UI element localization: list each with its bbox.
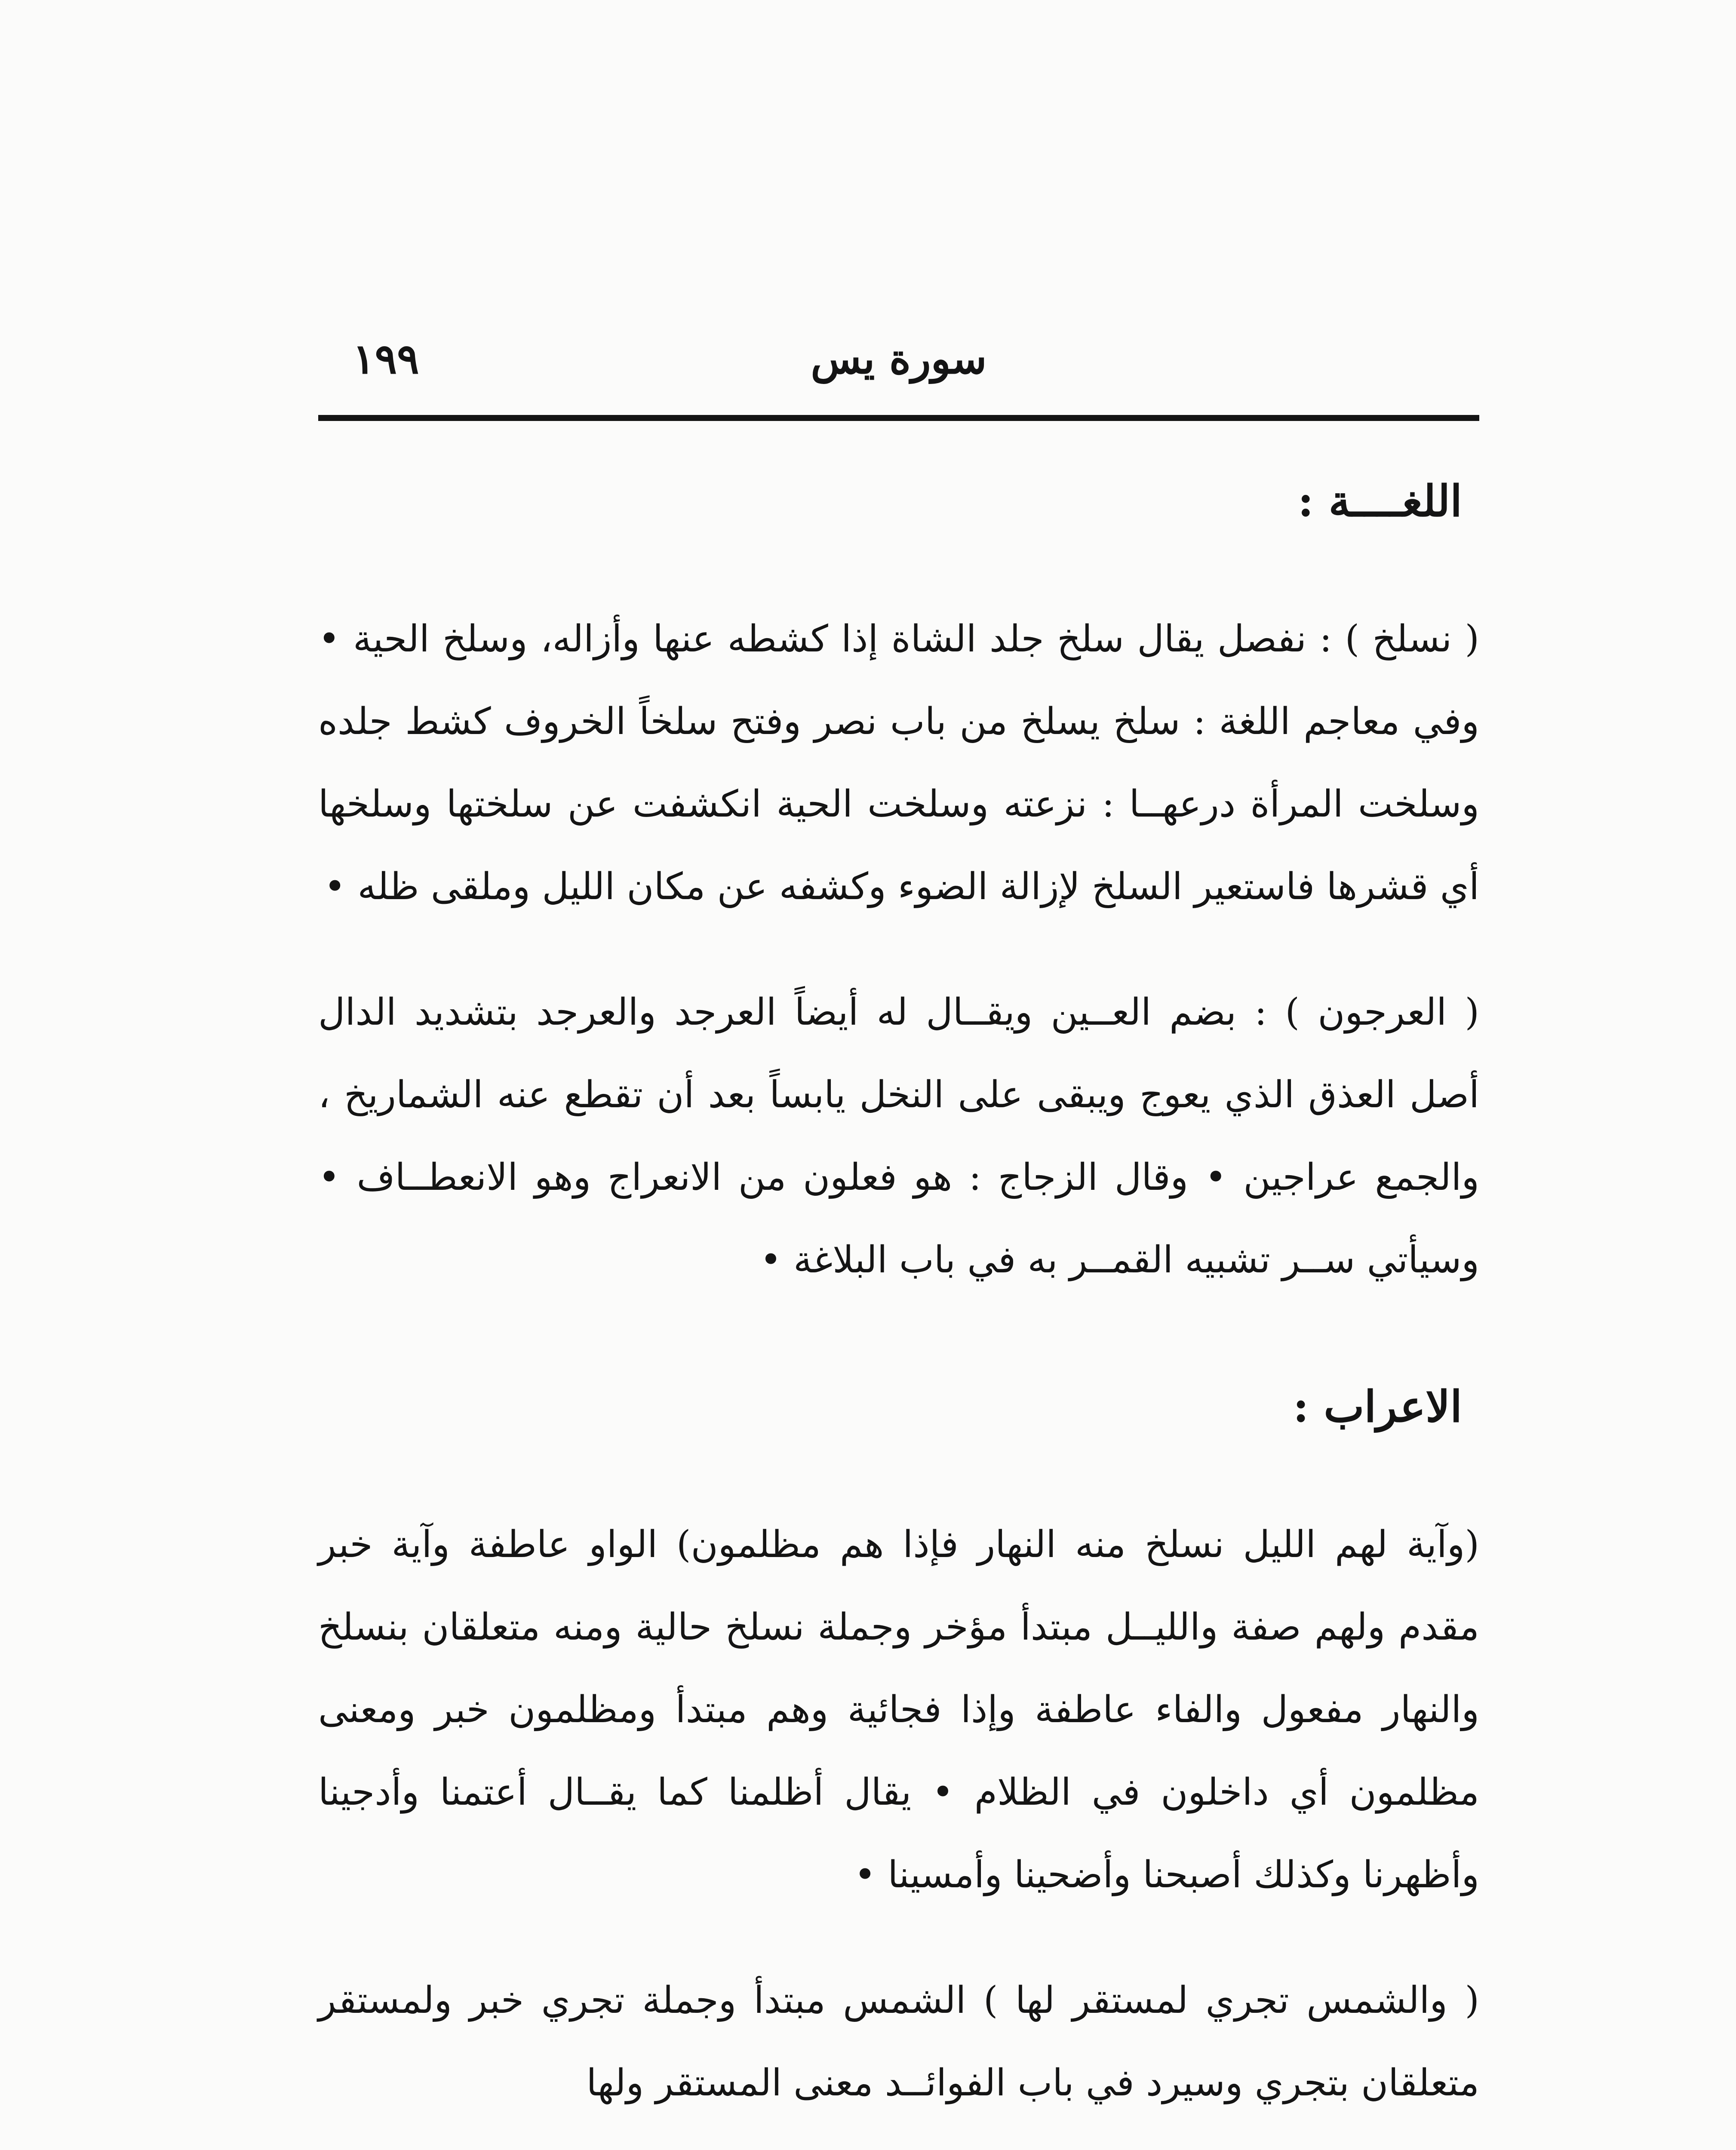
section-heading-lugha: اللغــــة : — [1297, 476, 1462, 526]
running-header — [318, 327, 1479, 400]
surah-title: سورة يس — [811, 335, 987, 383]
section-heading-irab: الاعراب : — [1293, 1381, 1462, 1432]
lugha-paragraph-urjun: ( العرجون ) : بضم العــين ويقــال له أيضاً العرجد والعرجد بتشديد الدال أصل العذق الذي يعوج ويبقى على النخل يابساً بعد أن تقطع عنه الشماريخ ، والجمع عراجين • وقال الزجاج : هو فعلون من الانعراج وهو الانعطــاف • وسيأتي ســر تشبيه القمــر به في باب البلاغة • — [318, 991, 1479, 1281]
page-number: ١٩٩ — [353, 335, 419, 383]
irab-paragraph-shams: ( والشمس تجري لمستقر لها ) الشمس مبتدأ وجملة تجري خبر ولمستقر متعلقان بتجري وسيرد في باب الفوائــد معنى المستقر ولها — [318, 1979, 1479, 2104]
page-body — [318, 443, 1479, 2150]
irab-paragraph-ayah-layl: (وآية لهم الليل نسلخ منه النهار فإذا هم مظلمون) الواو عاطفة وآية خبر مقدم ولهم صفة والليــل مبتدأ مؤخر وجملة نسلخ حالية ومنه متعلقان بنسلخ والنهار مفعول والفاء عاطفة وإذا فجائية وهم مبتدأ ومظلمون خبر ومعنى مظلمون أي داخلون في الظلام • يقال أظلمنا كما يقــال أعتمنا وأدجينا وأظهرنا وكذلك أصبحنا وأضحينا وأمسينا • — [318, 1523, 1479, 1896]
header-divider — [318, 415, 1479, 421]
lugha-paragraph-naslakh: ( نسلخ ) : نفصل يقال سلخ جلد الشاة إذا كشطه عنها وأزاله، وسلخ الحية • وفي معاجم اللغة : سلخ يسلخ من باب نصر وفتح سلخاً الخروف كشط جلده وسلخت المرأة درعهــا : نزعته وسلخت الحية انكشفت عن سلختها وسلخها أي قشرها فاستعير السلخ لإزالة الضوء وكشفه عن مكان الليل وملقى ظله • — [318, 617, 1479, 908]
